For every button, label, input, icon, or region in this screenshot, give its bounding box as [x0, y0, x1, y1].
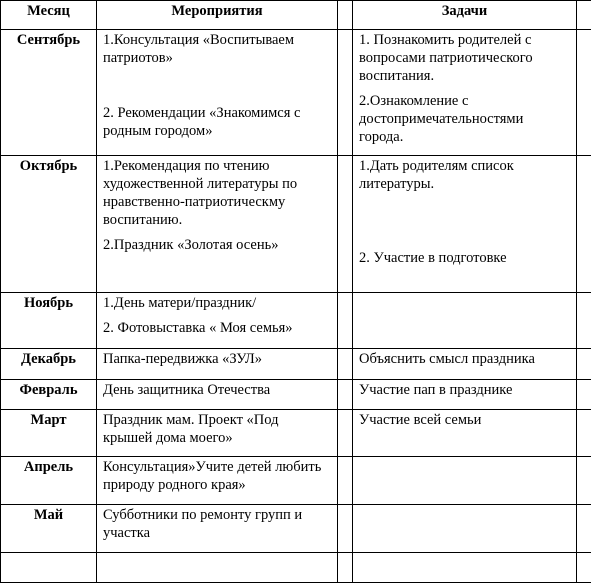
task-item: 1.Дать родителям список литературы. — [359, 158, 514, 192]
tasks-cell — [353, 156, 577, 293]
spacer-cell — [338, 457, 353, 505]
tasks-cell — [353, 30, 577, 156]
spacer-cell — [338, 349, 353, 380]
spacer-cell — [338, 505, 353, 553]
task-item: Участие всей семьи — [359, 412, 482, 428]
table-row — [1, 156, 591, 293]
spacer-cell — [338, 156, 353, 293]
month-cell: Ноябрь — [1, 293, 97, 349]
spacer-cell — [338, 380, 353, 410]
table-row — [1, 457, 591, 505]
events-cell — [97, 30, 338, 156]
table-row — [1, 505, 591, 553]
event-item: 2.Праздник «Золотая осень» — [103, 237, 279, 253]
tasks-cell — [353, 349, 577, 380]
header-month: Месяц — [1, 1, 97, 30]
spacer-cell — [338, 410, 353, 457]
table-row — [1, 410, 591, 457]
events-cell — [97, 410, 338, 457]
month-cell: Сентябрь — [1, 30, 97, 156]
task-item: Объяснить смысл праздника — [359, 351, 535, 367]
task-item: 2.Ознакомление с достопримечательностями города. — [359, 93, 524, 145]
event-item: Консультация»Учите детей любить природу родного края» — [103, 459, 322, 493]
events-cell — [97, 156, 338, 293]
empty-cell — [338, 553, 353, 583]
empty-cell — [97, 553, 338, 583]
header-tasks: Задачи — [353, 1, 577, 30]
month-cell: Октябрь — [1, 156, 97, 293]
table-header-row — [1, 1, 591, 30]
tasks-cell — [353, 505, 577, 553]
events-cell — [97, 380, 338, 410]
events-cell — [97, 349, 338, 380]
spacer-cell — [338, 293, 353, 349]
tasks-cell — [353, 380, 577, 410]
tasks-cell — [353, 293, 577, 349]
event-item: 2. Рекомендации «Знакомимся с родным городом» — [103, 105, 301, 139]
spacer-cell — [577, 349, 591, 380]
event-item: 1.Консультация «Воспитываем патриотов» — [103, 32, 295, 66]
month-cell: Декабрь — [1, 349, 97, 380]
event-item: День защитника Отечества — [103, 382, 271, 398]
spacer-cell — [338, 30, 353, 156]
month-cell: Май — [1, 505, 97, 553]
month-cell: Февраль — [1, 380, 97, 410]
spacer-cell — [577, 410, 591, 457]
spacer-cell — [577, 293, 591, 349]
events-cell — [97, 505, 338, 553]
table-row-empty — [1, 553, 591, 583]
event-item: Праздник мам. Проект «Под крышей дома моего» — [103, 412, 279, 446]
task-item: 1. Познакомить родителей с вопросами патриотического воспитания. — [359, 32, 533, 84]
tasks-cell — [353, 410, 577, 457]
event-item: Субботники по ремонту групп и участка — [103, 507, 303, 541]
table-row — [1, 380, 591, 410]
empty-cell — [577, 553, 591, 583]
header-spacer-cell — [338, 1, 353, 30]
empty-cell — [353, 553, 577, 583]
task-item: Участие пап в празднике — [359, 382, 513, 398]
month-cell: Апрель — [1, 457, 97, 505]
event-item: 2. Фотовыставка « Моя семья» — [103, 320, 293, 336]
event-item: 1.Рекомендация по чтению художественной литературы по нравственно-патриотическму воспитанию. — [103, 158, 298, 228]
month-cell: Март — [1, 410, 97, 457]
table-row — [1, 30, 591, 156]
spacer-cell — [577, 505, 591, 553]
spacer-cell — [577, 457, 591, 505]
spacer-cell — [577, 380, 591, 410]
event-item: 1.День матери/праздник/ — [103, 295, 257, 311]
header-events: Мероприятия — [97, 1, 338, 30]
event-item: Папка-передвижка «ЗУЛ» — [103, 351, 263, 367]
events-cell — [97, 457, 338, 505]
spacer-cell — [577, 156, 591, 293]
header-spacer-cell — [577, 1, 591, 30]
task-item: 2. Участие в подготовке — [359, 250, 507, 266]
spacer-cell — [577, 30, 591, 156]
empty-cell — [1, 553, 97, 583]
table-row — [1, 293, 591, 349]
tasks-cell — [353, 457, 577, 505]
events-cell — [97, 293, 338, 349]
table-row — [1, 349, 591, 380]
